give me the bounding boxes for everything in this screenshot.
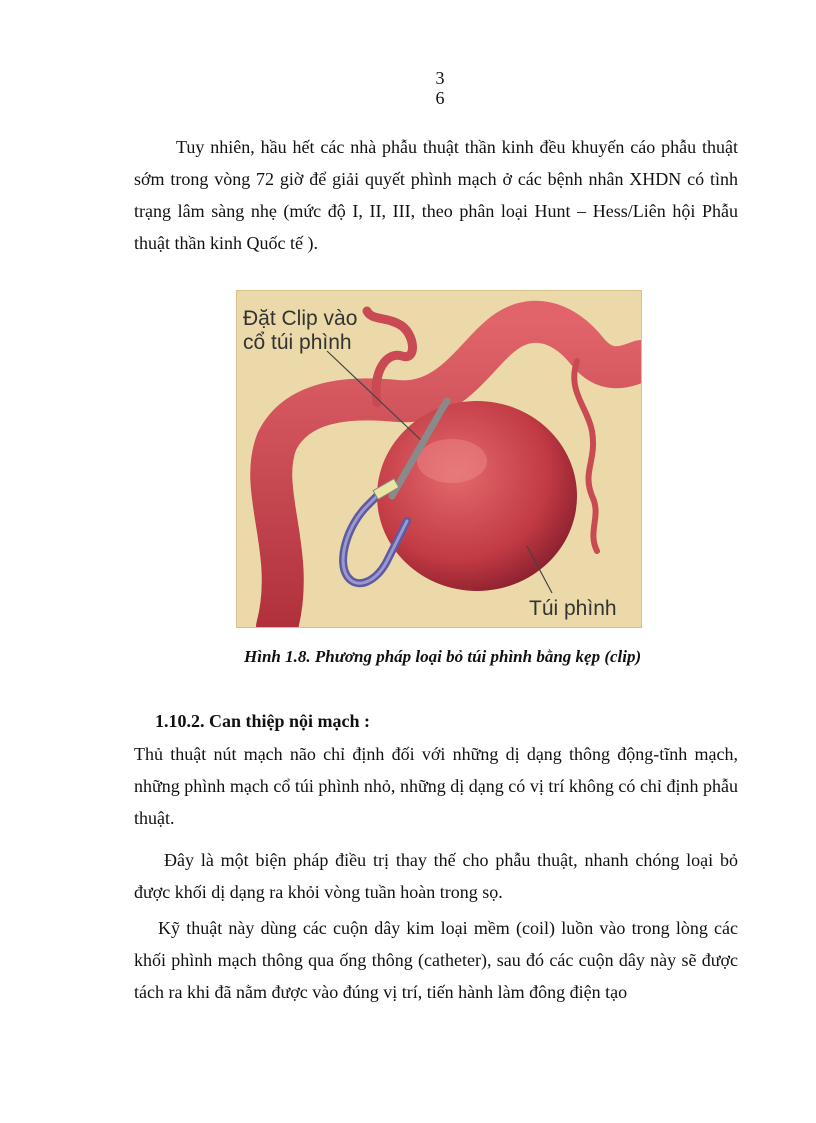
figure-caption: Hình 1.8. Phương pháp loại bỏ túi phình bằng kẹp (clip)	[244, 647, 642, 666]
label-clip-line1: Đặt Clip vào	[243, 307, 358, 330]
label-clip-line2: cổ túi phình	[243, 331, 352, 354]
aneurysm-clip-illustration	[236, 290, 642, 628]
label-clip-placement	[243, 307, 357, 355]
paragraph-intro: Tuy nhiên, hầu hết các nhà phẫu thuật thần kinh đều khuyến cáo phẫu thuật sớm trong vòng 72 giờ để giải quyết phình mạch ở các bệnh nhân XHDN có tình trạng lâm sàng nhẹ (mức độ I, II, III, theo phân loại Hunt – Hess/Liên hội Phẫu thuật thần kinh Quốc tế ).	[134, 137, 738, 253]
paragraph-technique: Kỹ thuật này dùng các cuộn dây kim loại mềm (coil) luồn vào trong lòng các khối phình mạch thông qua ống thông (catheter), sau đó các cuộn dây này sẽ được tách ra khi đã nằm được vào đúng vị trí, tiến hành làm đông điện tạo	[134, 918, 738, 1002]
right-branch	[574, 361, 597, 551]
paragraph-procedure: Thủ thuật nút mạch não chỉ định đối với những dị dạng thông động-tĩnh mạch, những phình mạch cổ túi phình nhỏ, những dị dạng có vị trí không có chỉ định phẫu thuật.	[134, 744, 738, 828]
section-heading: 1.10.2. Can thiệp nội mạch :	[155, 711, 371, 731]
paragraph-alternative: Đây là một biện pháp điều trị thay thế cho phẫu thuật, nhanh chóng loại bỏ được khối dị dạng ra khỏi vòng tuần hoàn trong sọ.	[134, 850, 738, 902]
aneurysm-sac	[377, 401, 577, 591]
label-aneurysm-sac: Túi phình	[529, 597, 617, 620]
page-number-line2: 6	[435, 88, 445, 108]
page-number-line1: 3	[435, 68, 445, 88]
